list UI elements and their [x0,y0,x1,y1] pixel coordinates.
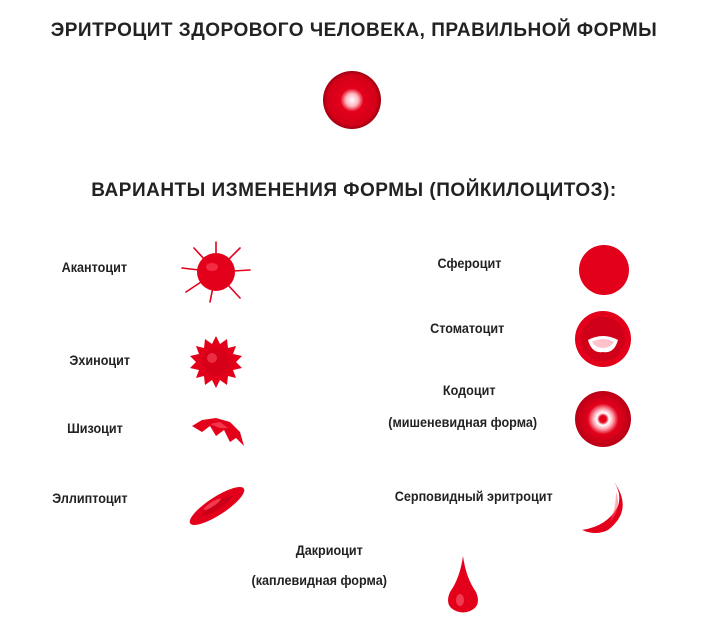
label-schizocyte: Шизоцит [67,420,123,436]
label-stomatocyte: Стоматоцит [430,320,505,336]
label-dacryocyte-line2: (каплевидная форма) [251,572,387,588]
main-title: ЭРИТРОЦИТ ЗДОРОВОГО ЧЕЛОВЕКА, ПРАВИЛЬНОЙ ФОРМЫ [50,20,658,41]
sickle-cell-icon [578,480,630,536]
normal-erythrocyte-icon [322,70,382,130]
label-elliptocyte: Эллиптоцит [52,490,128,506]
acanthocyte-icon [180,240,252,304]
label-codocyte-line1: Кодоцит [442,382,496,398]
label-acanthocyte: Акантоцит [61,259,128,275]
dacryocyte-icon [446,554,480,614]
label-codocyte-line2: (мишеневидная форма) [388,414,538,430]
elliptocyte-icon [184,484,250,528]
codocyte-icon [574,390,632,448]
label-sickle-cell: Серповидный эритроцит [394,488,553,504]
echinocyte-icon [188,334,244,390]
label-spherocyte: Сфероцит [437,255,502,271]
label-dacryocyte-line1: Дакриоцит [295,542,363,558]
variants-title: ВАРИАНТЫ ИЗМЕНЕНИЯ ФОРМЫ (ПОЙКИЛОЦИТОЗ): [91,180,617,201]
label-echinocyte: Эхиноцит [69,352,131,368]
stomatocyte-icon [574,310,632,368]
spherocyte-icon [578,244,630,296]
schizocyte-icon [190,416,246,448]
